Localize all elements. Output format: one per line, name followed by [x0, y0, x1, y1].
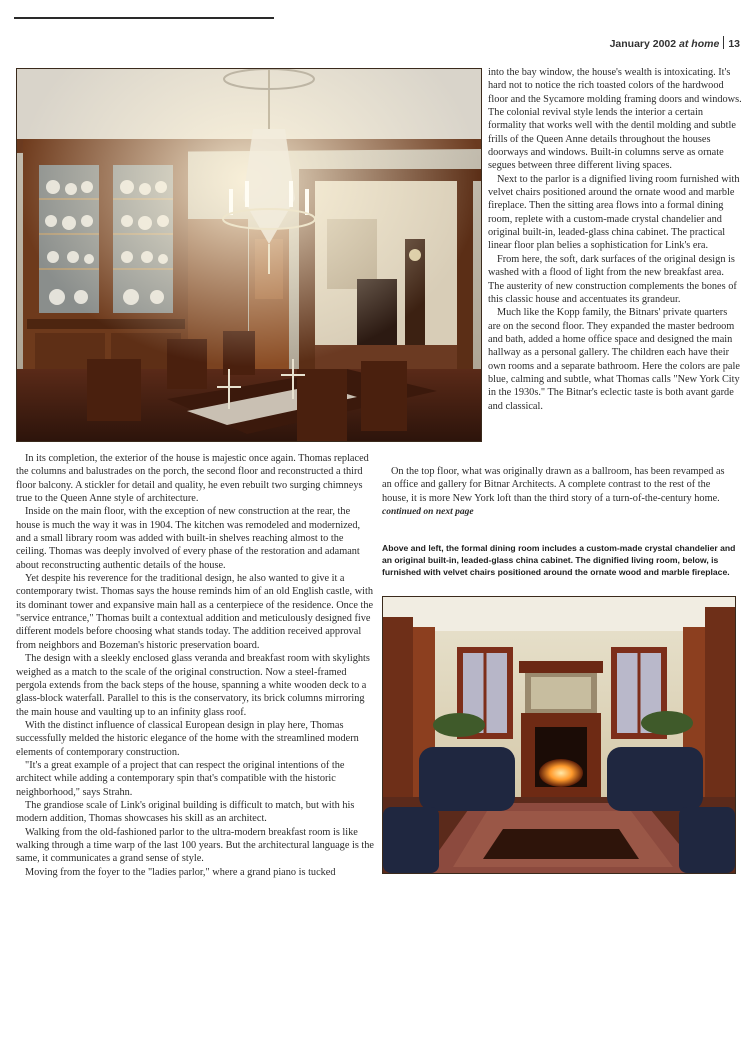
paragraph: Moving from the foyer to the "ladies parlor," where a grand piano is tucked	[25, 866, 336, 878]
page-number: 13	[728, 38, 740, 50]
folio-divider	[723, 36, 724, 49]
article-column-right-top	[488, 66, 742, 413]
magazine-name: at home	[679, 38, 720, 50]
paragraph	[382, 465, 736, 519]
paragraph: Walking from the old-fashioned parlor to the ultra-modern breakfast room is like walking through a time warp of the last 100 years. But the architectural language is the same, it communicates a grand sense of style.	[16, 826, 374, 865]
photo-caption: Above and left, the formal dining room includes a custom-made crystal chandelier and an original built-in, leaded-glass china cabinet. The dignified living room, below, is furnished with velvet chairs positioned around the ornate wood and marble fireplace.	[382, 543, 736, 578]
article-column-right-mid	[382, 465, 736, 519]
paragraph: From here, the soft, dark surfaces of the original design is washed with a flood of light from the new breakfast area. The austerity of new construction complements the bones of this classic house and accentuates its grandeur.	[488, 253, 737, 305]
living-room-photo-icon	[383, 597, 735, 873]
paragraph: Next to the parlor is a dignified living room furnished with velvet chairs positioned around the ornate wood and marble fireplace. Then the sitting area flows into a formal dining room, replete with a custom-made crystal chandelier and original built-in, leaded-glass china cabinet. The practical linear floor plan belies a sophistication for Link's era.	[488, 173, 740, 252]
continued-label: continued on next page	[382, 507, 474, 518]
paragraph: Much like the Kopp family, the Bitnars' private quarters are on the second floor. They expanded the master bedroom and bath, added a home office space and designed the main hallway as a personal gallery. The children each have their own rooms and a separate bathroom. Here the colors are pale blue, calming and subtle, what Thomas calls "New York City in the 1930s." The Bitnar's eclectic taste is both avant garde and classical.	[488, 307, 740, 412]
living-room-photo	[382, 596, 736, 874]
paragraph: "It's a great example of a project that can respect the original intentions of the architect while adding a contemporary spin that's compatible with the historic neighborhood," says Strahn.	[16, 759, 345, 798]
paragraph: With the distinct influence of classical European design in play here, Thomas successfully melded the historic elegance of the home with the streamlined modern elements of contemporary construction.	[16, 719, 359, 758]
dining-room-photo-icon	[17, 69, 481, 441]
paragraph: The grandiose scale of Link's original building is difficult to match, but with his modern addition, Thomas showcases his skill as an architect.	[16, 799, 355, 825]
paragraph: The design with a sleekly enclosed glass veranda and breakfast room with skylights weighed as a match to the scale of the original construction. Now a steel-framed pergola extends from the back steps of the house, spanning a white wooden deck to a glass-block waterfall. Parallel to this is the conservatory, its brick columns mirroring the main house and vaulting up to an infinity glass roof.	[16, 653, 370, 718]
paragraph: In its completion, the exterior of the house is majestic once again. Thomas replaced the columns and balustrades on the porch, the second floor and reconstructed a third floor balcony. A stickler for detail and quality, he even rebuilt two surging chimneys true to the Queen Anne style of architecture.	[16, 453, 369, 505]
paragraph: Inside on the main floor, with the exception of new construction at the rear, the house is much the way it was in 1904. The kitchen was remodeled and modernized, and a small library room was added with built-in shelves reaching almost to the ceiling. Thomas was deeply involved of every phase of the restoration and adamant about reconstructing authentic details of the house.	[16, 506, 361, 571]
dining-room-photo	[16, 68, 482, 442]
paragraph: Yet despite his reverence for the traditional design, he also wanted to give it a contemporary twist. Thomas says the house reminds him of an old English castle, with its dominant tower and expansive main hall as a centerpiece of the residence. Once the "service entrance," Thomas built a contextual addition and meticulously designed five different models before choosing what stands today. The addition received approval from neighbors and Bozeman's historic preservation board.	[16, 573, 374, 651]
paragraph-text: On the top floor, what was originally drawn as a ballroom, has been revamped as an office and gallery for Bitnar Architects. A complete contrast to the rest of the house, it is more New York loft than the third story of a turn-of-the-century home.	[382, 466, 725, 504]
issue-date: January 2002	[609, 38, 677, 50]
page-folio	[610, 36, 740, 50]
article-column-left-bottom	[16, 452, 374, 879]
top-rule	[14, 17, 274, 19]
paragraph: into the bay window, the house's wealth is intoxicating. It's hard not to notice the rich toasted colors of the hardwood floor and the Sycamore molding framing doors and windows. The colonial revival style lends the interior a certain formality that works well with the dentil molding and subtle frills of the Queen Anne details throughout the houses doorways and windows. Built-in columns serve as ornate segues between three different living spaces.	[488, 67, 742, 172]
